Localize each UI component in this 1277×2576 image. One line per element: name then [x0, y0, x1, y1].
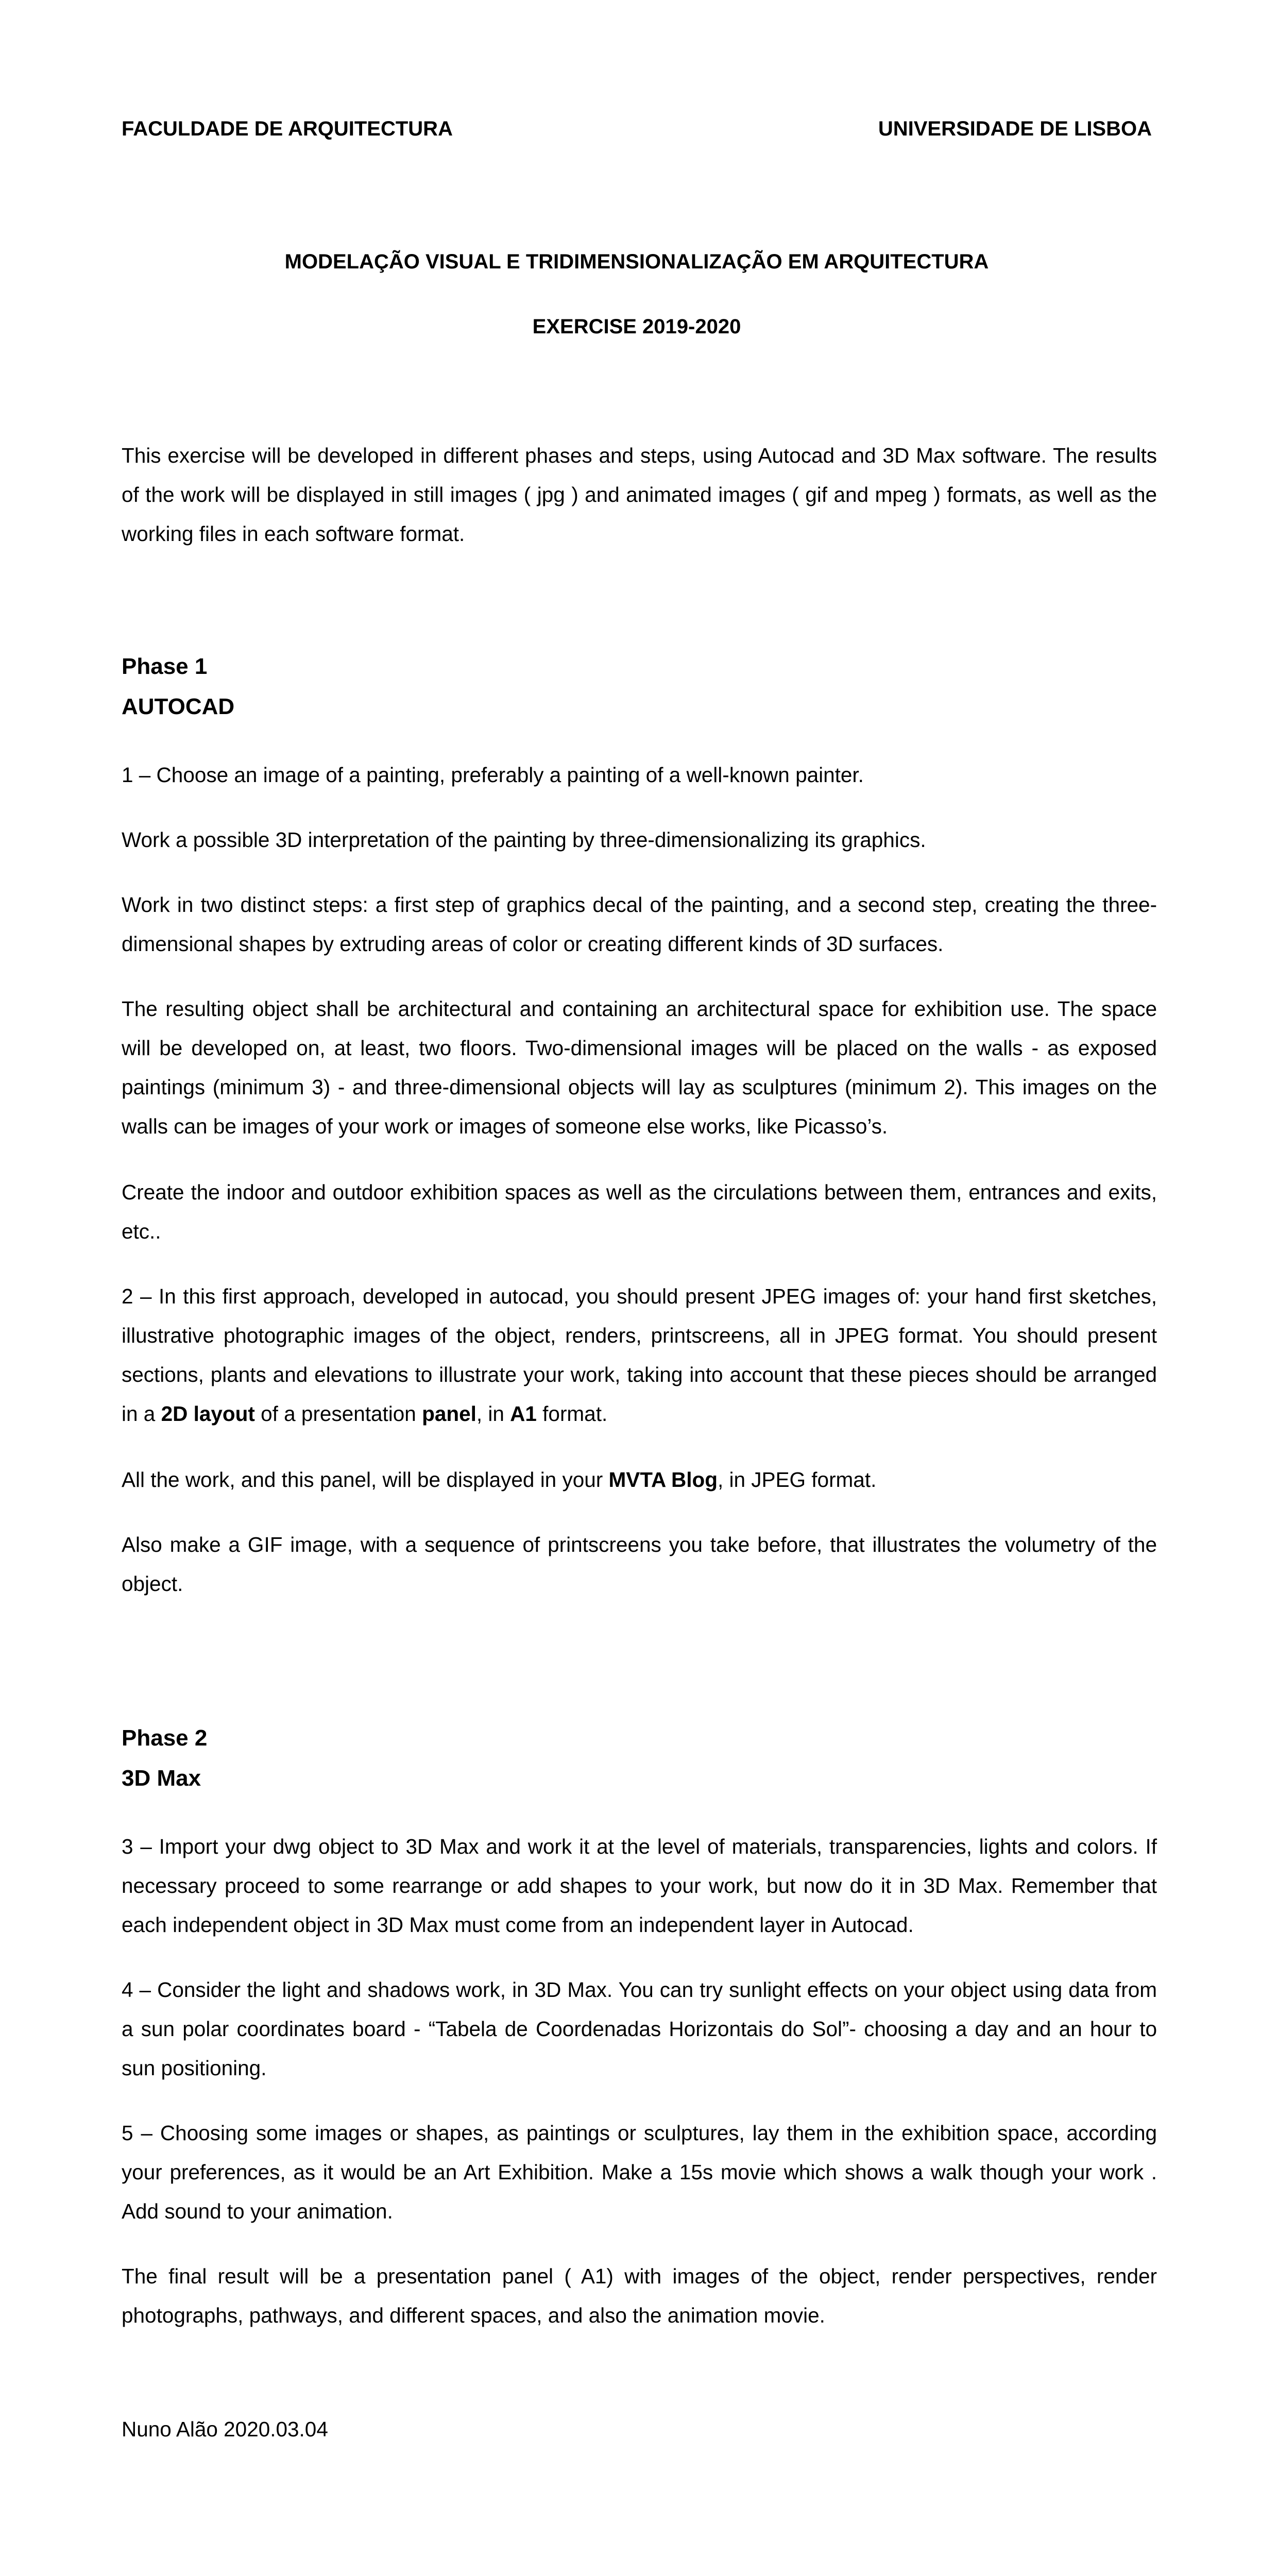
step-2-bold-panel: panel	[422, 1402, 476, 1426]
phase-2-final-result: The final result will be a presentation panel ( A1) with images of the object, render perspectives, render photographs, pathways, and different spaces, and also the animation movie.	[122, 2264, 1157, 2327]
phase-1-step-2	[122, 1277, 1157, 1433]
phase-2-heading: Phase 2	[122, 1725, 208, 1751]
intro-paragraph: This exercise will be developed in different phases and steps, using Autocad and 3D Max software. The results of the work will be displayed in still images ( jpg ) and animated images ( gif and mpeg ) formats, as well as the working files in each software format.	[122, 444, 1157, 546]
step-2-bold-layout: 2D layout	[161, 1402, 255, 1426]
step-2-text-a: 2 – In this first approach, developed in autocad, you should present JPEG images of: your hand first sketches, illustrative photographic images of the object, renders, printscreens, all in JPEG format. You should present sections, plants and elevations to illustrate your work, taking into account that these pieces should be arranged in a	[122, 1284, 1157, 1426]
step-2-bold-a1: A1	[510, 1402, 537, 1426]
phase-2-tool-heading: 3D Max	[122, 1766, 201, 1791]
page-header	[122, 117, 1152, 148]
step-2-text-c: of a presentation	[254, 1402, 422, 1426]
step-2-text-e: format.	[536, 1402, 608, 1426]
blog-text-a: All the work, and this panel, will be displayed in your	[122, 1468, 609, 1492]
phase-1-exhibition-spaces: Create the indoor and outdoor exhibition spaces as well as the circulations between them, entrances and exits, etc..	[122, 1180, 1157, 1243]
exercise-title: EXERCISE 2019-2020	[532, 315, 741, 338]
course-title: MODELAÇÃO VISUAL E TRIDIMENSIONALIZAÇÃO EM ARQUITECTURA	[284, 250, 989, 273]
phase-1-step-1: 1 – Choose an image of a painting, preferably a painting of a well-known painter.	[122, 763, 864, 787]
phase-1-interpretation: Work a possible 3D interpretation of the painting by three-dimensionalizing its graphics.	[122, 828, 926, 852]
phase-1-blog	[122, 1460, 1157, 1499]
phase-1-gif: Also make a GIF image, with a sequence of printscreens you take before, that illustrates the volumetry of the object.	[122, 1533, 1157, 1596]
step-2-text-d: , in	[476, 1402, 510, 1426]
phase-1-heading: Phase 1	[122, 654, 208, 679]
faculty-name: FACULDADE DE ARQUITECTURA	[122, 117, 453, 140]
blog-text-c: , in JPEG format.	[717, 1468, 877, 1492]
phase-2-step-4: 4 – Consider the light and shadows work, in 3D Max. You can try sunlight effects on your object using data from a sun polar coordinates board - “Tabela de Coordenadas Horizontais do Sol”- choosing a day and an hour to sun positioning.	[122, 1978, 1157, 2080]
phase-1-tool-heading: AUTOCAD	[122, 694, 235, 719]
phase-1-architectural-object: The resulting object shall be architectural and containing an architectural space for exhibition use. The space will be developed on, at least, two floors. Two-dimensional images will be placed on the walls - as exposed paintings (minimum 3) - and three-dimensional objects will lay as sculptures (minimum 2). This images on the walls can be images of your work or images of someone else works, like Picasso’s.	[122, 997, 1157, 1138]
phase-2-step-3: 3 – Import your dwg object to 3D Max and work it at the level of materials, transparencies, lights and colors. If necessary proceed to some rearrange or add shapes to your work, but now do it in 3D Max. Remember that each independent object in 3D Max must come from an independent layer in Autocad.	[122, 1835, 1157, 1937]
university-name: UNIVERSIDADE DE LISBOA	[878, 117, 1152, 140]
phase-2-step-5: 5 – Choosing some images or shapes, as paintings or sculptures, lay them in the exhibition space, according your preferences, as it would be an Art Exhibition. Make a 15s movie which shows a walk though your work . Add sound to your animation.	[122, 2121, 1157, 2223]
phase-1-two-steps: Work in two distinct steps: a first step of graphics decal of the painting, and a second step, creating the three-dimensional shapes by extruding areas of color or creating different kinds of 3D surfaces.	[122, 893, 1157, 956]
blog-bold-name: MVTA Blog	[608, 1468, 718, 1492]
author-signature-date: Nuno Alão 2020.03.04	[122, 2417, 328, 2441]
